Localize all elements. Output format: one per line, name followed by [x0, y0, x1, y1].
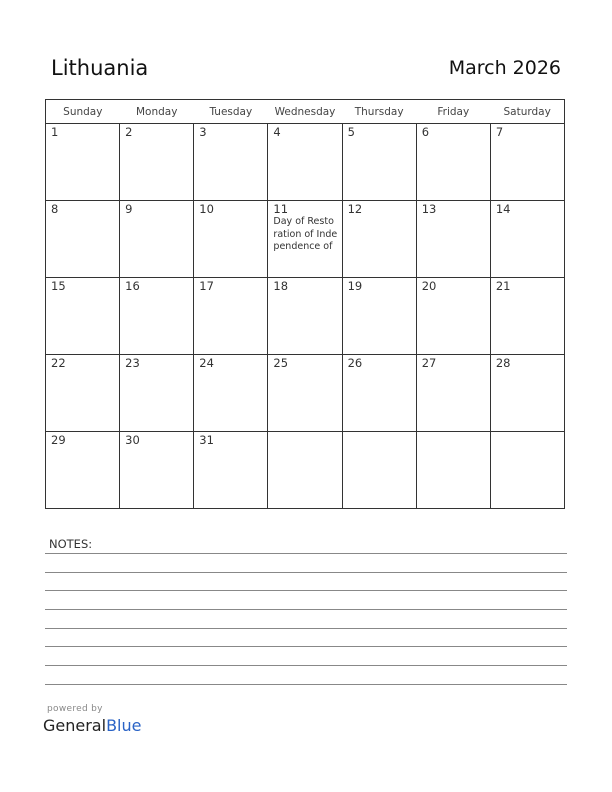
day-cell[interactable]: [490, 432, 564, 509]
day-number: 16: [125, 279, 140, 293]
day-cell[interactable]: [194, 124, 268, 201]
weekday-sunday: Sunday: [46, 100, 120, 124]
day-number: 10: [199, 202, 214, 216]
day-number: 30: [125, 433, 140, 447]
calendar-week-row: [46, 355, 565, 432]
weekday-tuesday: Tuesday: [194, 100, 268, 124]
weekday-wednesday: Wednesday: [268, 100, 342, 124]
powered-by-text: powered by: [47, 704, 103, 714]
day-cell[interactable]: [120, 432, 194, 509]
notes-line: [45, 590, 567, 591]
day-cell[interactable]: [194, 432, 268, 509]
page-title: Lithuania: [51, 56, 149, 80]
day-cell[interactable]: [46, 124, 120, 201]
day-number: 4: [273, 125, 281, 139]
day-cell[interactable]: [268, 432, 342, 509]
day-number: 6: [421, 125, 430, 139]
day-cell[interactable]: [342, 278, 416, 355]
brand-blue: Blue: [106, 716, 142, 735]
calendar-week-row: [46, 124, 565, 201]
day-number: 31: [199, 433, 214, 447]
day-number: 23: [125, 356, 140, 370]
weekday-friday: Friday: [416, 100, 490, 124]
day-cell[interactable]: [268, 355, 342, 432]
notes-line: [45, 553, 567, 554]
day-cell[interactable]: [194, 201, 268, 278]
holiday-label: Day of Restoration of Independence of: [273, 216, 338, 252]
day-cell[interactable]: [268, 124, 342, 201]
day-cell[interactable]: [46, 432, 120, 509]
day-number: 29: [51, 433, 66, 447]
day-number: 27: [421, 356, 437, 370]
brand-logo[interactable]: [43, 716, 141, 735]
calendar-week-row: [46, 201, 565, 278]
day-number: 15: [51, 279, 66, 293]
day-number: 11: [273, 202, 289, 216]
weekday-header-row: [46, 100, 565, 124]
day-cell[interactable]: [416, 432, 490, 509]
day-number: 9: [125, 202, 133, 216]
notes-line: [45, 628, 567, 629]
day-number: 3: [199, 125, 207, 139]
day-number: 25: [273, 356, 289, 370]
calendar-week-row: [46, 432, 565, 509]
day-cell[interactable]: [342, 432, 416, 509]
day-cell[interactable]: [194, 355, 268, 432]
day-cell[interactable]: [342, 201, 416, 278]
notes-line: [45, 572, 567, 573]
day-cell[interactable]: [120, 278, 194, 355]
day-number: 28: [495, 356, 511, 370]
day-number: 12: [347, 202, 363, 216]
calendar-week-row: [46, 278, 565, 355]
day-number: 20: [421, 279, 437, 293]
day-number: 18: [273, 279, 289, 293]
day-cell[interactable]: [416, 278, 490, 355]
day-cell[interactable]: [120, 201, 194, 278]
day-number: 5: [347, 125, 355, 139]
weekday-monday: Monday: [120, 100, 194, 124]
notes-label: NOTES:: [49, 537, 93, 551]
day-number: 21: [495, 279, 511, 293]
day-number: 2: [125, 125, 133, 139]
month-year: March 2026: [448, 57, 561, 79]
day-number: 24: [199, 356, 214, 370]
day-cell[interactable]: [268, 201, 342, 278]
day-number: 8: [51, 202, 59, 216]
notes-line: [45, 684, 567, 685]
day-cell[interactable]: [490, 278, 564, 355]
calendar-grid: [45, 99, 565, 509]
day-cell[interactable]: [268, 278, 342, 355]
day-cell[interactable]: [120, 355, 194, 432]
weekday-thursday: Thursday: [342, 100, 416, 124]
day-number: 7: [495, 125, 504, 139]
notes-line: [45, 609, 567, 610]
day-cell[interactable]: [490, 201, 564, 278]
notes-line: [45, 646, 567, 647]
day-number: 17: [199, 279, 214, 293]
day-cell[interactable]: [416, 355, 490, 432]
weekday-saturday: Saturday: [490, 100, 564, 124]
day-number: 1: [51, 125, 59, 139]
day-cell[interactable]: [342, 124, 416, 201]
brand-general: General: [43, 716, 107, 735]
day-cell[interactable]: [194, 278, 268, 355]
day-cell[interactable]: [46, 201, 120, 278]
day-cell[interactable]: [416, 124, 490, 201]
day-cell[interactable]: [416, 201, 490, 278]
day-cell[interactable]: [46, 278, 120, 355]
day-number: 13: [421, 202, 437, 216]
day-cell[interactable]: [342, 355, 416, 432]
day-number: 22: [51, 356, 66, 370]
day-cell[interactable]: [490, 124, 564, 201]
day-cell[interactable]: [490, 355, 564, 432]
day-number: 14: [495, 202, 511, 216]
day-cell[interactable]: [46, 355, 120, 432]
day-cell[interactable]: [120, 124, 194, 201]
notes-line: [45, 665, 567, 666]
day-number: 19: [347, 279, 363, 293]
day-number: 26: [347, 356, 363, 370]
